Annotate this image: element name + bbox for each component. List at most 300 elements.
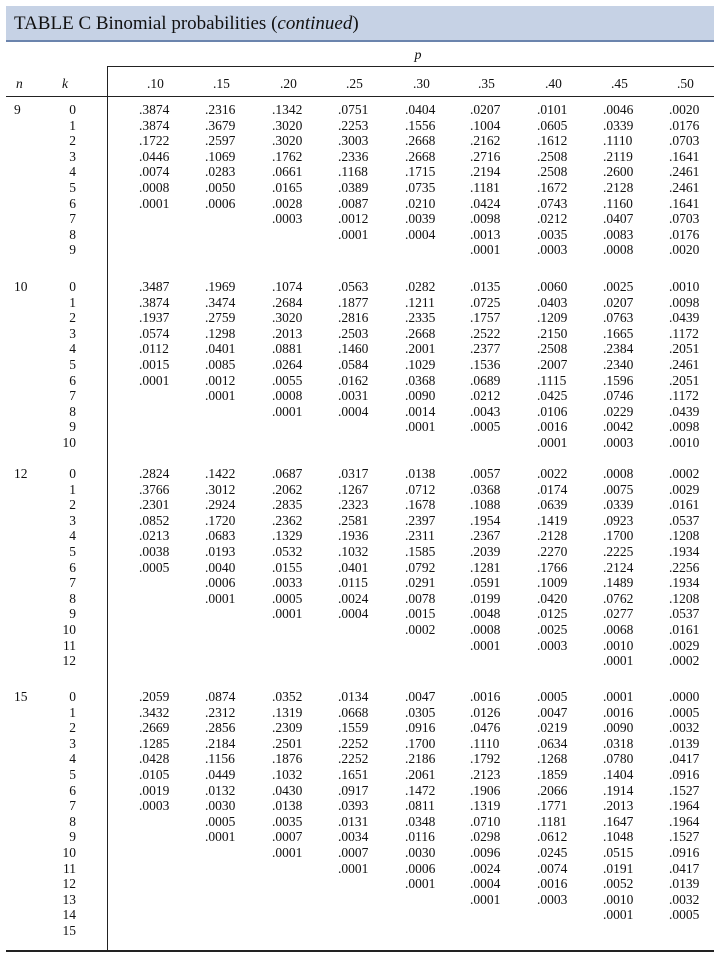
probability-cell: .0430 xyxy=(272,782,303,798)
probability-cell: .2323 xyxy=(338,497,369,513)
probability-cell: .2508 xyxy=(537,341,568,357)
k-value: 5 xyxy=(69,543,76,559)
probability-cell: .2397 xyxy=(405,512,436,528)
probability-cell: .0005 xyxy=(537,689,568,704)
probability-cell: .0176 xyxy=(669,117,700,133)
probability-column xyxy=(272,102,302,258)
k-value: 6 xyxy=(69,782,76,798)
probability-cell: .2600 xyxy=(603,164,634,180)
probability-cell: .1181 xyxy=(537,813,567,829)
probability-cell xyxy=(338,435,368,451)
probability-cell: .0101 xyxy=(537,102,568,117)
probability-cell: .0725 xyxy=(470,294,501,310)
probability-cell: .1160 xyxy=(603,195,633,211)
probability-column xyxy=(603,466,633,669)
probability-cell xyxy=(205,861,235,877)
probability-cell xyxy=(537,653,567,669)
probability-cell: .0210 xyxy=(405,195,436,211)
probability-cell: .0661 xyxy=(272,164,303,180)
probability-cell: .0916 xyxy=(669,766,700,782)
probability-column xyxy=(205,279,235,451)
probability-cell: .0010 xyxy=(603,637,634,653)
probability-cell: .1209 xyxy=(537,310,568,326)
probability-cell: .0105 xyxy=(139,766,170,782)
p-header-cell: .50 xyxy=(677,76,694,91)
probability-cell xyxy=(338,923,368,939)
probability-cell: .0407 xyxy=(603,211,634,227)
probability-cell: .0016 xyxy=(603,704,634,720)
probability-cell: .1720 xyxy=(205,512,236,528)
probability-column xyxy=(272,689,302,939)
probability-cell: .0298 xyxy=(470,829,501,845)
probability-cell: .0001 xyxy=(470,891,501,907)
probability-cell xyxy=(272,653,302,669)
probability-cell: .0032 xyxy=(669,891,700,907)
probability-cell: .1285 xyxy=(139,735,170,751)
probability-cell: .1641 xyxy=(669,148,700,164)
probability-cell xyxy=(338,876,368,892)
probability-cell: .1641 xyxy=(669,195,700,211)
probability-cell: .0574 xyxy=(139,325,170,341)
probability-cell xyxy=(272,227,302,243)
probability-cell: .0283 xyxy=(205,164,236,180)
probability-cell: .1559 xyxy=(338,720,369,736)
probability-column xyxy=(405,279,435,451)
k-value: 5 xyxy=(69,179,76,195)
probability-cell: .0683 xyxy=(205,528,236,544)
probability-cell: .0003 xyxy=(537,891,568,907)
probability-cell: .2522 xyxy=(470,325,501,341)
probability-column xyxy=(405,466,435,669)
probability-cell: .0001 xyxy=(603,653,634,669)
probability-cell: .2301 xyxy=(139,497,170,513)
probability-cell: .0537 xyxy=(669,606,700,622)
probability-cell: .2816 xyxy=(338,310,369,326)
probability-cell: .2668 xyxy=(405,133,436,149)
probability-cell xyxy=(139,404,169,420)
probability-cell xyxy=(139,575,169,591)
k-value: 8 xyxy=(69,226,76,242)
probability-cell: .0005 xyxy=(669,907,700,923)
probability-cell: .2508 xyxy=(537,164,568,180)
k-value: 0 xyxy=(69,466,76,481)
probability-cell: .2384 xyxy=(603,341,634,357)
probability-cell: .2367 xyxy=(470,528,501,544)
probability-column xyxy=(537,279,567,451)
k-value: 3 xyxy=(69,512,76,528)
probability-cell: .0012 xyxy=(205,372,236,388)
probability-cell: .0339 xyxy=(603,117,634,133)
probability-cell xyxy=(272,622,302,638)
k-value: 7 xyxy=(69,798,76,814)
probability-cell: .1032 xyxy=(338,543,369,559)
probability-cell: .1647 xyxy=(603,813,634,829)
probability-cell: .1069 xyxy=(205,148,236,164)
probability-cell: .0282 xyxy=(405,279,436,294)
probability-cell: .0025 xyxy=(603,279,634,294)
probability-cell: .0090 xyxy=(405,388,436,404)
probability-cell: .2856 xyxy=(205,720,236,736)
probability-cell: .0161 xyxy=(669,621,700,637)
probability-column xyxy=(603,279,633,451)
probability-cell: .0085 xyxy=(205,356,236,372)
probability-cell: .0002 xyxy=(669,466,700,481)
probability-cell: .0014 xyxy=(405,403,436,419)
probability-cell: .0762 xyxy=(603,590,634,606)
probability-column xyxy=(603,102,633,258)
probability-cell: .1172 xyxy=(669,325,699,341)
probability-cell xyxy=(405,653,435,669)
probability-cell: .0001 xyxy=(272,606,303,622)
probability-cell: .0015 xyxy=(405,606,436,622)
probability-cell: .0001 xyxy=(603,907,634,923)
probability-cell: .2461 xyxy=(669,164,700,180)
probability-cell: .1859 xyxy=(537,766,568,782)
probability-cell: .0024 xyxy=(470,860,501,876)
n-value: 15 xyxy=(14,689,28,704)
probability-cell: .0923 xyxy=(603,512,634,528)
probability-column xyxy=(338,102,368,258)
probability-cell: .0030 xyxy=(405,844,436,860)
probability-cell: .1404 xyxy=(603,766,634,782)
probability-cell xyxy=(139,861,169,877)
probability-cell: .1934 xyxy=(669,575,700,591)
probability-cell xyxy=(272,907,302,923)
probability-cell xyxy=(272,923,302,939)
probability-cell: .0001 xyxy=(139,195,170,211)
probability-column xyxy=(272,279,302,451)
probability-cell: .0401 xyxy=(205,341,236,357)
probability-cell: .0763 xyxy=(603,310,634,326)
probability-cell: .1969 xyxy=(205,279,236,294)
probability-cell: .2252 xyxy=(338,751,369,767)
k-value: 1 xyxy=(69,481,76,497)
probability-cell: .1281 xyxy=(470,559,501,575)
probability-cell xyxy=(470,907,500,923)
probability-cell xyxy=(537,923,567,939)
probability-cell xyxy=(537,907,567,923)
probability-cell: .0689 xyxy=(470,372,501,388)
k-value: 4 xyxy=(69,164,76,180)
probability-cell: .0008 xyxy=(272,388,303,404)
probability-cell: .1771 xyxy=(537,798,568,814)
probability-cell: .0001 xyxy=(470,242,501,258)
probability-cell: .0352 xyxy=(272,689,303,704)
probability-cell: .0212 xyxy=(470,388,501,404)
probability-cell: .3012 xyxy=(205,481,236,497)
probability-cell: .0291 xyxy=(405,575,436,591)
n-value: 12 xyxy=(14,466,28,481)
probability-cell xyxy=(405,892,435,908)
probability-cell: .0439 xyxy=(669,403,700,419)
probability-cell: .3432 xyxy=(139,704,170,720)
probability-cell: .0305 xyxy=(405,704,436,720)
probability-cell: .3487 xyxy=(139,279,170,294)
probability-cell: .1914 xyxy=(603,782,634,798)
probability-cell: .1876 xyxy=(272,751,303,767)
probability-cell: .2503 xyxy=(338,325,369,341)
probability-cell: .1009 xyxy=(537,575,568,591)
k-value: 9 xyxy=(69,606,76,622)
probability-cell: .0007 xyxy=(272,829,303,845)
k-value: 3 xyxy=(69,148,76,164)
probability-cell: .1964 xyxy=(669,813,700,829)
probability-cell: .1029 xyxy=(405,356,436,372)
probability-cell: .1489 xyxy=(603,575,634,591)
probability-cell xyxy=(139,419,169,435)
probability-cell: .1700 xyxy=(405,735,436,751)
probability-cell xyxy=(669,923,699,939)
probability-cell: .0001 xyxy=(205,590,236,606)
probability-cell: .0277 xyxy=(603,606,634,622)
k-value: 3 xyxy=(69,325,76,341)
probability-cell: .0025 xyxy=(537,621,568,637)
probability-cell xyxy=(272,861,302,877)
probability-cell: .0060 xyxy=(537,279,568,294)
k-value: 10 xyxy=(62,434,76,450)
probability-cell: .1172 xyxy=(669,388,699,404)
probability-cell xyxy=(139,829,169,845)
probability-cell xyxy=(205,622,235,638)
probability-cell: .3766 xyxy=(139,481,170,497)
probability-cell: .1110 xyxy=(603,133,633,149)
probability-cell: .2508 xyxy=(537,148,568,164)
probability-cell: .0040 xyxy=(205,559,236,575)
probability-cell xyxy=(139,845,169,861)
probability-cell xyxy=(139,388,169,404)
k-value: 9 xyxy=(69,419,76,435)
probability-cell: .3474 xyxy=(205,294,236,310)
probability-cell: .0176 xyxy=(669,226,700,242)
probability-cell xyxy=(405,435,435,451)
k-value: 5 xyxy=(69,766,76,782)
k-value: 6 xyxy=(69,372,76,388)
probability-cell: .0003 xyxy=(603,434,634,450)
probability-cell: .2184 xyxy=(205,735,236,751)
probability-cell: .0039 xyxy=(405,211,436,227)
k-column xyxy=(40,279,76,451)
probability-cell: .1792 xyxy=(470,751,501,767)
probability-cell: .1665 xyxy=(603,325,634,341)
probability-cell: .0004 xyxy=(470,876,501,892)
probability-cell: .2362 xyxy=(272,512,303,528)
probability-cell: .1722 xyxy=(139,133,170,149)
probability-cell: .1651 xyxy=(338,766,369,782)
probability-cell: .0012 xyxy=(338,211,369,227)
probability-cell: .1700 xyxy=(603,528,634,544)
probability-cell: .0042 xyxy=(603,419,634,435)
probability-column xyxy=(139,279,169,451)
probability-cell: .0591 xyxy=(470,575,501,591)
probability-cell: .2335 xyxy=(405,310,436,326)
probability-cell: .1678 xyxy=(405,497,436,513)
probability-cell: .1762 xyxy=(272,148,303,164)
probability-column xyxy=(205,466,235,669)
probability-cell: .2336 xyxy=(338,148,369,164)
probability-column xyxy=(470,466,500,669)
probability-cell: .3874 xyxy=(139,117,170,133)
probability-cell: .0004 xyxy=(338,606,369,622)
probability-cell: .0020 xyxy=(669,102,700,117)
probability-cell: .1527 xyxy=(669,782,700,798)
probability-cell: .0008 xyxy=(603,466,634,481)
probability-cell: .0703 xyxy=(669,133,700,149)
probability-cell: .0135 xyxy=(470,279,501,294)
probability-cell: .2253 xyxy=(338,117,369,133)
probability-cell: .0264 xyxy=(272,356,303,372)
probability-cell: .0563 xyxy=(338,279,369,294)
k-value: 9 xyxy=(69,242,76,258)
probability-cell: .0668 xyxy=(338,704,369,720)
probability-column xyxy=(205,102,235,258)
probability-cell: .0035 xyxy=(272,813,303,829)
probability-cell: .0032 xyxy=(669,720,700,736)
probability-cell: .0917 xyxy=(338,782,369,798)
title-italic: continued xyxy=(277,13,353,34)
k-value: 14 xyxy=(62,907,76,923)
probability-cell: .1536 xyxy=(470,356,501,372)
p-header-cell: .20 xyxy=(280,76,297,91)
probability-cell: .0001 xyxy=(272,403,303,419)
probability-cell: .0029 xyxy=(669,637,700,653)
probability-cell: .0001 xyxy=(205,388,236,404)
probability-cell: .0019 xyxy=(139,782,170,798)
k-value: 1 xyxy=(69,704,76,720)
probability-cell: .1422 xyxy=(205,466,236,481)
k-value: 11 xyxy=(63,637,76,653)
probability-cell: .1964 xyxy=(669,798,700,814)
probability-cell xyxy=(139,435,169,451)
p-header-cell: .10 xyxy=(147,76,164,91)
probability-cell xyxy=(205,227,235,243)
probability-cell: .1766 xyxy=(537,559,568,575)
probability-cell xyxy=(205,211,235,227)
k-column xyxy=(40,102,76,258)
probability-cell: .1088 xyxy=(470,497,501,513)
probability-cell xyxy=(205,606,235,622)
probability-cell: .1048 xyxy=(603,829,634,845)
probability-cell xyxy=(603,923,633,939)
probability-cell xyxy=(272,892,302,908)
probability-cell: .1936 xyxy=(338,528,369,544)
probability-cell: .0780 xyxy=(603,751,634,767)
probability-cell: .0031 xyxy=(338,388,369,404)
probability-cell: .0193 xyxy=(205,543,236,559)
probability-cell xyxy=(205,435,235,451)
probability-cell: .0098 xyxy=(669,419,700,435)
probability-cell: .0743 xyxy=(537,195,568,211)
p-header-cell: .40 xyxy=(545,76,562,91)
probability-cell: .2001 xyxy=(405,341,436,357)
probability-cell xyxy=(139,606,169,622)
k-value: 7 xyxy=(69,211,76,227)
probability-cell: .0174 xyxy=(537,481,568,497)
probability-cell: .0001 xyxy=(537,434,568,450)
probability-cell: .0005 xyxy=(272,590,303,606)
probability-cell: .0016 xyxy=(537,419,568,435)
k-value: 15 xyxy=(62,922,76,938)
probability-cell: .0449 xyxy=(205,766,236,782)
probability-cell xyxy=(470,653,500,669)
probability-cell: .2039 xyxy=(470,543,501,559)
probability-cell xyxy=(139,591,169,607)
probability-cell: .1208 xyxy=(669,590,700,606)
k-value: 4 xyxy=(69,341,76,357)
table-title xyxy=(6,6,714,42)
probability-cell: .0605 xyxy=(537,117,568,133)
k-value: 2 xyxy=(69,133,76,149)
probability-cell: .1877 xyxy=(338,294,369,310)
probability-cell: .0001 xyxy=(205,829,236,845)
probability-cell: .0034 xyxy=(338,829,369,845)
probability-cell: .0005 xyxy=(669,704,700,720)
probability-cell: .0126 xyxy=(470,704,501,720)
probability-cell: .0004 xyxy=(338,403,369,419)
probability-cell: .2581 xyxy=(338,512,369,528)
probability-cell: .0106 xyxy=(537,403,568,419)
probability-cell: .0735 xyxy=(405,179,436,195)
probability-cell: .0002 xyxy=(405,621,436,637)
probability-cell: .0634 xyxy=(537,735,568,751)
probability-cell: .2668 xyxy=(405,325,436,341)
probability-cell: .0318 xyxy=(603,735,634,751)
probability-column xyxy=(669,466,699,669)
k-value: 8 xyxy=(69,813,76,829)
probability-cell: .3874 xyxy=(139,102,170,117)
probability-cell: .0001 xyxy=(139,372,170,388)
probability-cell: .0131 xyxy=(338,813,369,829)
probability-cell: .0687 xyxy=(272,466,303,481)
probability-column xyxy=(272,466,302,669)
probability-cell: .1319 xyxy=(272,704,303,720)
probability-cell: .0001 xyxy=(338,226,369,242)
probability-cell xyxy=(139,814,169,830)
probability-cell: .0001 xyxy=(470,637,501,653)
probability-cell: .0348 xyxy=(405,813,436,829)
probability-cell xyxy=(205,242,235,258)
probability-cell: .0055 xyxy=(272,372,303,388)
probability-cell: .0417 xyxy=(669,751,700,767)
probability-cell: .0008 xyxy=(139,179,170,195)
probability-cell: .0013 xyxy=(470,226,501,242)
probability-column xyxy=(470,689,500,939)
probability-column xyxy=(537,102,567,258)
probability-cell: .0010 xyxy=(603,891,634,907)
probability-cell xyxy=(405,907,435,923)
k-value: 13 xyxy=(62,891,76,907)
probability-cell xyxy=(139,653,169,669)
probability-cell: .0078 xyxy=(405,590,436,606)
probability-cell: .0393 xyxy=(338,798,369,814)
probability-cell: .1319 xyxy=(470,798,501,814)
probability-cell: .2669 xyxy=(139,720,170,736)
probability-cell: .1168 xyxy=(338,164,368,180)
probability-cell: .0004 xyxy=(405,226,436,242)
probability-column xyxy=(537,689,567,939)
probability-cell: .1937 xyxy=(139,310,170,326)
k-value: 4 xyxy=(69,751,76,767)
probability-cell: .0016 xyxy=(537,876,568,892)
probability-cell: .2312 xyxy=(205,704,236,720)
k-value: 8 xyxy=(69,403,76,419)
probability-cell: .0404 xyxy=(405,102,436,117)
probability-cell: .0134 xyxy=(338,689,369,704)
probability-cell: .1906 xyxy=(470,782,501,798)
probability-cell: .0035 xyxy=(537,226,568,242)
probability-cell: .0016 xyxy=(470,689,501,704)
probability-cell xyxy=(205,404,235,420)
probability-cell: .0162 xyxy=(338,372,369,388)
